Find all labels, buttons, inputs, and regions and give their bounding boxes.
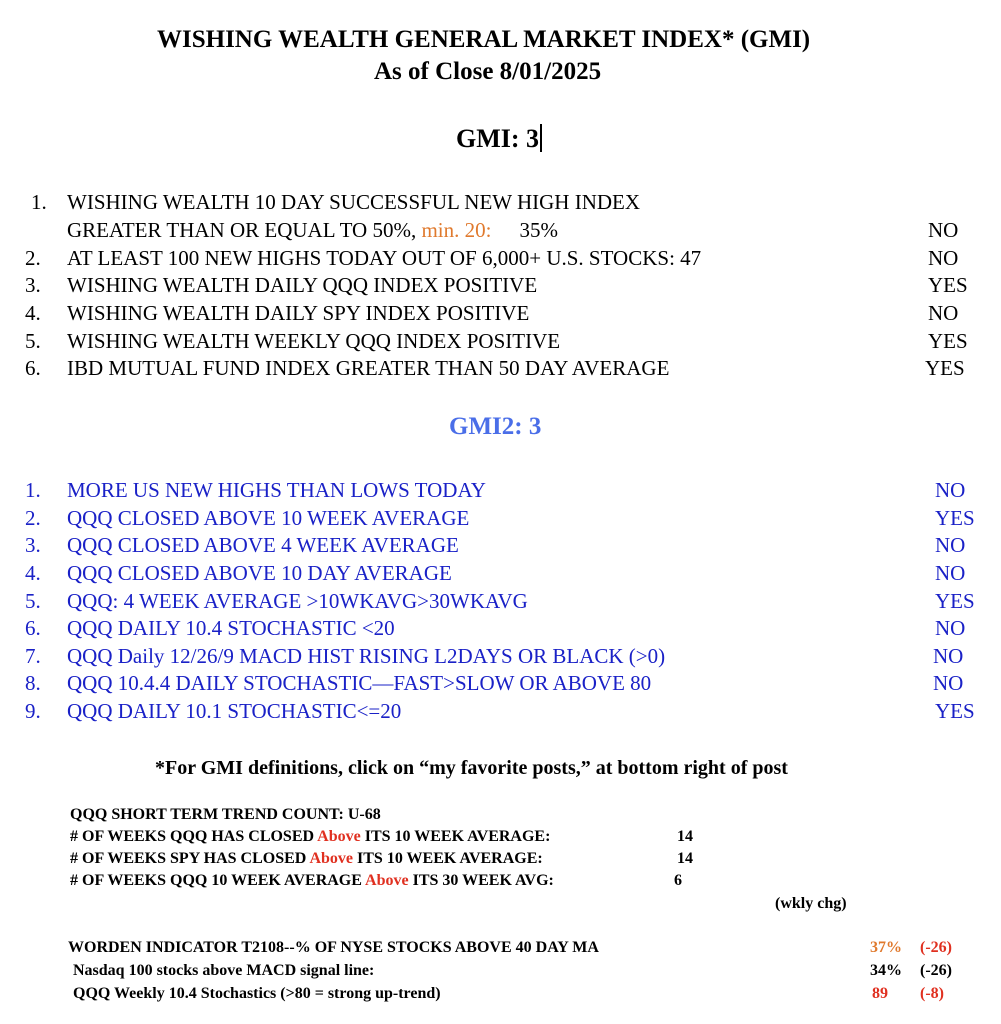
gmi-label: GMI: 3 bbox=[456, 124, 540, 153]
indicator-label: WORDEN INDICATOR T2108--% OF NYSE STOCKS ABOVE 40 DAY MA bbox=[68, 939, 599, 956]
gmi2-item-result: NO bbox=[935, 616, 966, 640]
gmi-item-result: NO bbox=[928, 301, 959, 325]
gmi-item-result: YES bbox=[928, 273, 968, 297]
gmi2-item-number: 8. bbox=[25, 671, 41, 695]
above-label: Above bbox=[317, 828, 361, 845]
above-label: Above bbox=[365, 872, 409, 889]
gmi2-item-result: NO bbox=[933, 644, 964, 668]
gmi2-item-result: NO bbox=[935, 533, 966, 557]
gmi-score bbox=[456, 124, 542, 154]
gmi2-item-number: 2. bbox=[25, 506, 41, 530]
trend-text: # OF WEEKS QQQ HAS CLOSED bbox=[70, 828, 318, 845]
gmi2-item-text: QQQ 10.4.4 DAILY STOCHASTIC—FAST>SLOW OR ABOVE 80 bbox=[67, 671, 652, 695]
gmi-item-number: 5. bbox=[25, 329, 41, 353]
gmi-item-number: 4. bbox=[25, 301, 41, 325]
gmi2-item-text: QQQ DAILY 10.1 STOCHASTIC<=20 bbox=[67, 699, 402, 723]
min-threshold: min. 20: bbox=[421, 218, 492, 242]
gmi-item-text-part: GREATER THAN OR EQUAL TO 50%, bbox=[67, 218, 417, 242]
gmi2-item-text: QQQ CLOSED ABOVE 4 WEEK AVERAGE bbox=[67, 533, 459, 557]
gmi2-item-result: NO bbox=[933, 671, 964, 695]
wkly-chg-header: (wkly chg) bbox=[775, 895, 847, 912]
text-cursor bbox=[540, 124, 542, 152]
gmi2-item-result: NO bbox=[935, 561, 966, 585]
gmi-item-text: WISHING WEALTH DAILY QQQ INDEX POSITIVE bbox=[67, 273, 538, 297]
gmi2-item-number: 4. bbox=[25, 561, 41, 585]
trend-text: ITS 10 WEEK AVERAGE: bbox=[353, 850, 543, 867]
gmi2-item-number: 1. bbox=[25, 478, 41, 502]
gmi2-item-number: 5. bbox=[25, 589, 41, 613]
gmi-item-number: 6. bbox=[25, 356, 41, 380]
gmi2-item-result: NO bbox=[935, 478, 966, 502]
gmi-item-number: 1. bbox=[31, 190, 47, 214]
trend-text: ITS 10 WEEK AVERAGE: bbox=[360, 828, 551, 845]
gmi-item-text: WISHING WEALTH 10 DAY SUCCESSFUL NEW HIGH INDEX bbox=[67, 190, 641, 214]
gmi2-item-result: YES bbox=[935, 699, 975, 723]
indicator-label: Nasdaq 100 stocks above MACD signal line: bbox=[73, 962, 375, 979]
gmi2-item-text: MORE US NEW HIGHS THAN LOWS TODAY bbox=[67, 478, 486, 502]
gmi2-item-text: QQQ DAILY 10.4 STOCHASTIC <20 bbox=[67, 616, 395, 640]
gmi-item-number: 2. bbox=[25, 246, 41, 270]
gmi2-item-number: 9. bbox=[25, 699, 41, 723]
indicator-change: (-26) bbox=[920, 939, 952, 956]
gmi2-item-text: QQQ: 4 WEEK AVERAGE >10WKAVG>30WKAVG bbox=[67, 589, 528, 613]
trend-value: 14 bbox=[677, 828, 693, 845]
gmi-item-text: WISHING WEALTH DAILY SPY INDEX POSITIVE bbox=[67, 301, 530, 325]
trend-value: 14 bbox=[677, 850, 693, 867]
gmi-item-result: YES bbox=[928, 329, 968, 353]
trend-count: QQQ SHORT TERM TREND COUNT: U-68 bbox=[70, 806, 381, 823]
gmi2-item-text: QQQ CLOSED ABOVE 10 WEEK AVERAGE bbox=[67, 506, 470, 530]
gmi2-item-number: 3. bbox=[25, 533, 41, 557]
indicator-value: 34% bbox=[870, 962, 902, 979]
page-subtitle: As of Close 8/01/2025 bbox=[374, 58, 602, 85]
indicator-value: 37% bbox=[870, 939, 902, 956]
gmi-item-result: YES bbox=[925, 356, 965, 380]
weeks-spy-above-10wk bbox=[70, 850, 543, 868]
trend-value: 6 bbox=[674, 872, 682, 889]
gmi2-item-text: QQQ Daily 12/26/9 MACD HIST RISING L2DAYS OR BLACK (>0) bbox=[67, 644, 666, 668]
weeks-qqq10-above-30wk bbox=[70, 872, 554, 890]
gmi-item-number: 3. bbox=[25, 273, 41, 297]
gmi2-item-result: YES bbox=[935, 589, 975, 613]
indicator-change: (-26) bbox=[920, 962, 952, 979]
page-title: WISHING WEALTH GENERAL MARKET INDEX* (GMI) bbox=[157, 26, 811, 53]
weeks-qqq-above-10wk bbox=[70, 828, 550, 846]
gmi-item-value: 35% bbox=[519, 218, 558, 242]
trend-text: # OF WEEKS QQQ 10 WEEK AVERAGE bbox=[70, 872, 366, 889]
above-label: Above bbox=[309, 850, 354, 867]
indicator-label: QQQ Weekly 10.4 Stochastics (>80 = strong up-trend) bbox=[73, 985, 441, 1002]
gmi-item-text-line2 bbox=[67, 218, 558, 243]
trend-text: ITS 30 WEEK AVG: bbox=[408, 872, 554, 889]
gmi2-score: GMI2: 3 bbox=[449, 413, 542, 440]
gmi-item-text: AT LEAST 100 NEW HIGHS TODAY OUT OF 6,000+ U.S. STOCKS: 47 bbox=[67, 246, 702, 270]
gmi-item-result: NO bbox=[928, 246, 959, 270]
gmi-item-text: IBD MUTUAL FUND INDEX GREATER THAN 50 DAY AVERAGE bbox=[67, 356, 670, 380]
trend-text: # OF WEEKS SPY HAS CLOSED bbox=[70, 850, 310, 867]
gmi2-item-result: YES bbox=[935, 506, 975, 530]
gmi2-item-text: QQQ CLOSED ABOVE 10 DAY AVERAGE bbox=[67, 561, 452, 585]
gmi-item-text: WISHING WEALTH WEEKLY QQQ INDEX POSITIVE bbox=[67, 329, 561, 353]
gmi2-item-number: 7. bbox=[25, 644, 41, 668]
indicator-value: 89 bbox=[872, 985, 888, 1002]
gmi-item-result: NO bbox=[928, 218, 959, 242]
gmi2-item-number: 6. bbox=[25, 616, 41, 640]
indicator-change: (-8) bbox=[920, 985, 944, 1002]
footnote: *For GMI definitions, click on “my favorite posts,” at bottom right of post bbox=[155, 757, 788, 779]
